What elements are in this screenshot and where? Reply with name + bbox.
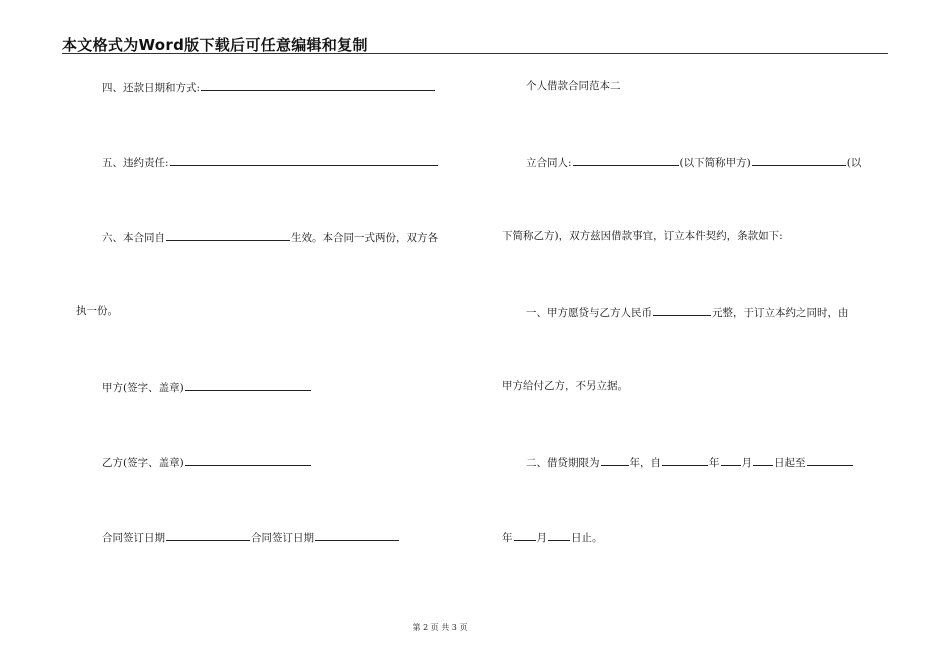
clause-liability	[102, 154, 439, 170]
blank-field	[601, 454, 629, 466]
clause-effective-cont: 执一份。	[76, 305, 118, 317]
contract-section-title: 个人借款合同范本二	[526, 80, 621, 92]
contract-parties-cont: 下简称乙方)，双方兹因借款事宜，订立本件契约，条款如下:	[502, 230, 783, 242]
party-a-signature	[102, 379, 312, 395]
clause-repayment-label: 四、还款日期和方式:	[102, 82, 201, 94]
clause-loan-amount	[526, 304, 849, 320]
blank-field	[166, 529, 250, 541]
clause-repayment	[102, 79, 436, 95]
blank-field	[752, 154, 846, 166]
blank-field	[315, 529, 399, 541]
loan-period-text: 月	[536, 532, 547, 544]
clause-loan-amount-cont: 甲方给付乙方，不另立据。	[502, 380, 628, 392]
loan-period-text: 月	[741, 457, 752, 469]
blank-field	[201, 79, 435, 91]
blank-field	[514, 529, 536, 541]
blank-field	[185, 379, 311, 391]
party-b-alias-start: (以	[846, 157, 862, 169]
contract-parties	[526, 154, 861, 170]
loan-period-text: 年，自	[629, 457, 661, 469]
clause-loan-amount-text-a: 一、甲方愿贷与乙方人民币	[526, 307, 652, 319]
clause-loan-period	[526, 454, 854, 470]
clause-loan-amount-text-b: 元整，于订立本约之同时，由	[712, 307, 849, 319]
blank-field	[548, 529, 570, 541]
blank-field	[166, 229, 290, 241]
blank-field	[721, 454, 741, 466]
blank-field	[753, 454, 773, 466]
contract-parties-label: 立合同人:	[526, 157, 572, 169]
party-a-signature-label: 甲方(签字、盖章)	[102, 382, 184, 394]
loan-period-text: 年	[502, 532, 513, 544]
loan-period-text: 二、借贷期限为	[526, 457, 600, 469]
loan-period-text: 日起至	[774, 457, 806, 469]
blank-field	[662, 454, 708, 466]
clause-loan-period-cont	[502, 529, 603, 545]
signing-date-label-1: 合同签订日期	[102, 532, 165, 544]
blank-field	[170, 154, 438, 166]
page-number: 第 2 页 共 3 页	[412, 623, 468, 632]
loan-period-text: 年	[709, 457, 720, 469]
clause-effective	[102, 229, 438, 245]
clause-liability-label: 五、违约责任:	[102, 157, 169, 169]
signing-date-label-2: 合同签订日期	[251, 532, 314, 544]
header-divider	[62, 53, 888, 54]
loan-period-text: 日止。	[571, 532, 603, 544]
party-b-signature	[102, 454, 312, 470]
party-a-alias: (以下简称甲方)	[679, 157, 751, 169]
blank-field	[653, 304, 711, 316]
blank-field	[185, 454, 311, 466]
clause-effective-text-b: 生效。本合同一式两份，双方各	[291, 232, 438, 244]
clause-effective-text-a: 六、本合同自	[102, 232, 165, 244]
blank-field	[807, 454, 853, 466]
document-header-title: 本文格式为Word版下载后可任意编辑和复制	[62, 36, 368, 54]
signing-dates	[102, 529, 400, 545]
party-b-signature-label: 乙方(签字、盖章)	[102, 457, 184, 469]
blank-field	[573, 154, 679, 166]
